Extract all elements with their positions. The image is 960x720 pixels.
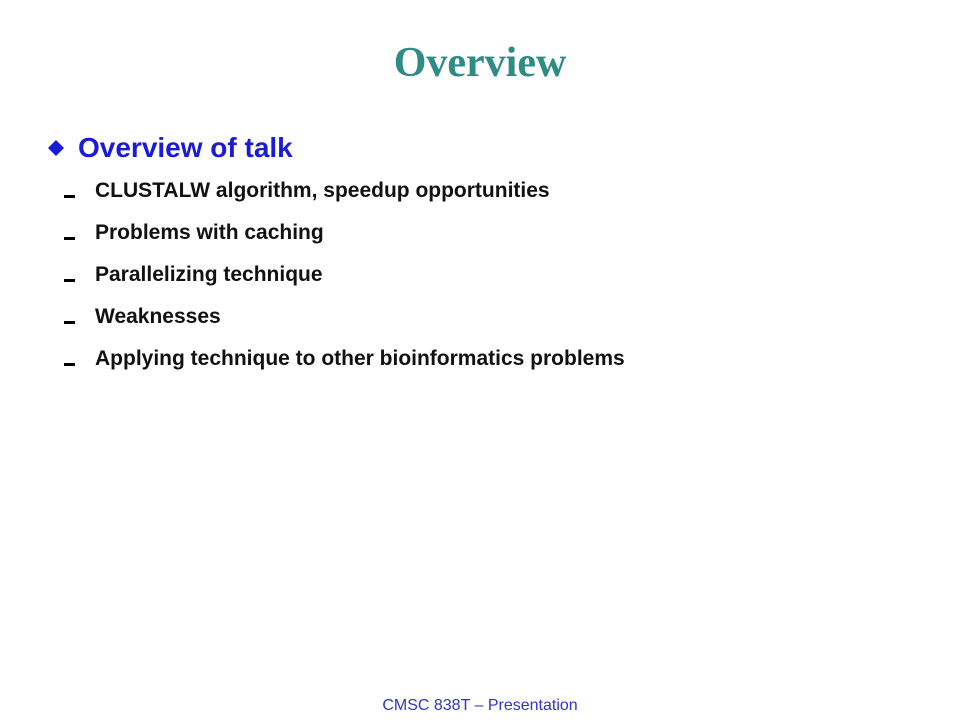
slide-title: Overview [393, 40, 567, 86]
sub-bullet-text: Parallelizing technique [95, 263, 323, 286]
dash-bullet-icon [64, 195, 75, 198]
sub-bullet-item [48, 212, 928, 254]
dash-bullet-icon [64, 321, 75, 324]
dash-bullet-icon [64, 363, 75, 366]
bullet-text: Overview of talk [78, 132, 293, 163]
sub-bullet-text: Problems with caching [95, 221, 324, 244]
slide-footer: CMSC 838T – Presentation [382, 697, 578, 714]
diamond-bullet-icon [48, 140, 64, 156]
dash-bullet-icon [64, 279, 75, 282]
sub-bullet-text: CLUSTALW algorithm, speedup opportunities [95, 179, 550, 202]
bullet-item [48, 128, 928, 168]
sub-bullet-item [48, 170, 928, 212]
sub-bullet-text: Applying technique to other bioinformatics problems [95, 347, 625, 370]
slide-content [48, 128, 928, 380]
sub-bullet-list [48, 170, 928, 380]
dash-bullet-icon [64, 237, 75, 240]
sub-bullet-item [48, 296, 928, 338]
sub-bullet-item [48, 254, 928, 296]
sub-bullet-text: Weaknesses [95, 305, 221, 328]
sub-bullet-item [48, 338, 928, 380]
